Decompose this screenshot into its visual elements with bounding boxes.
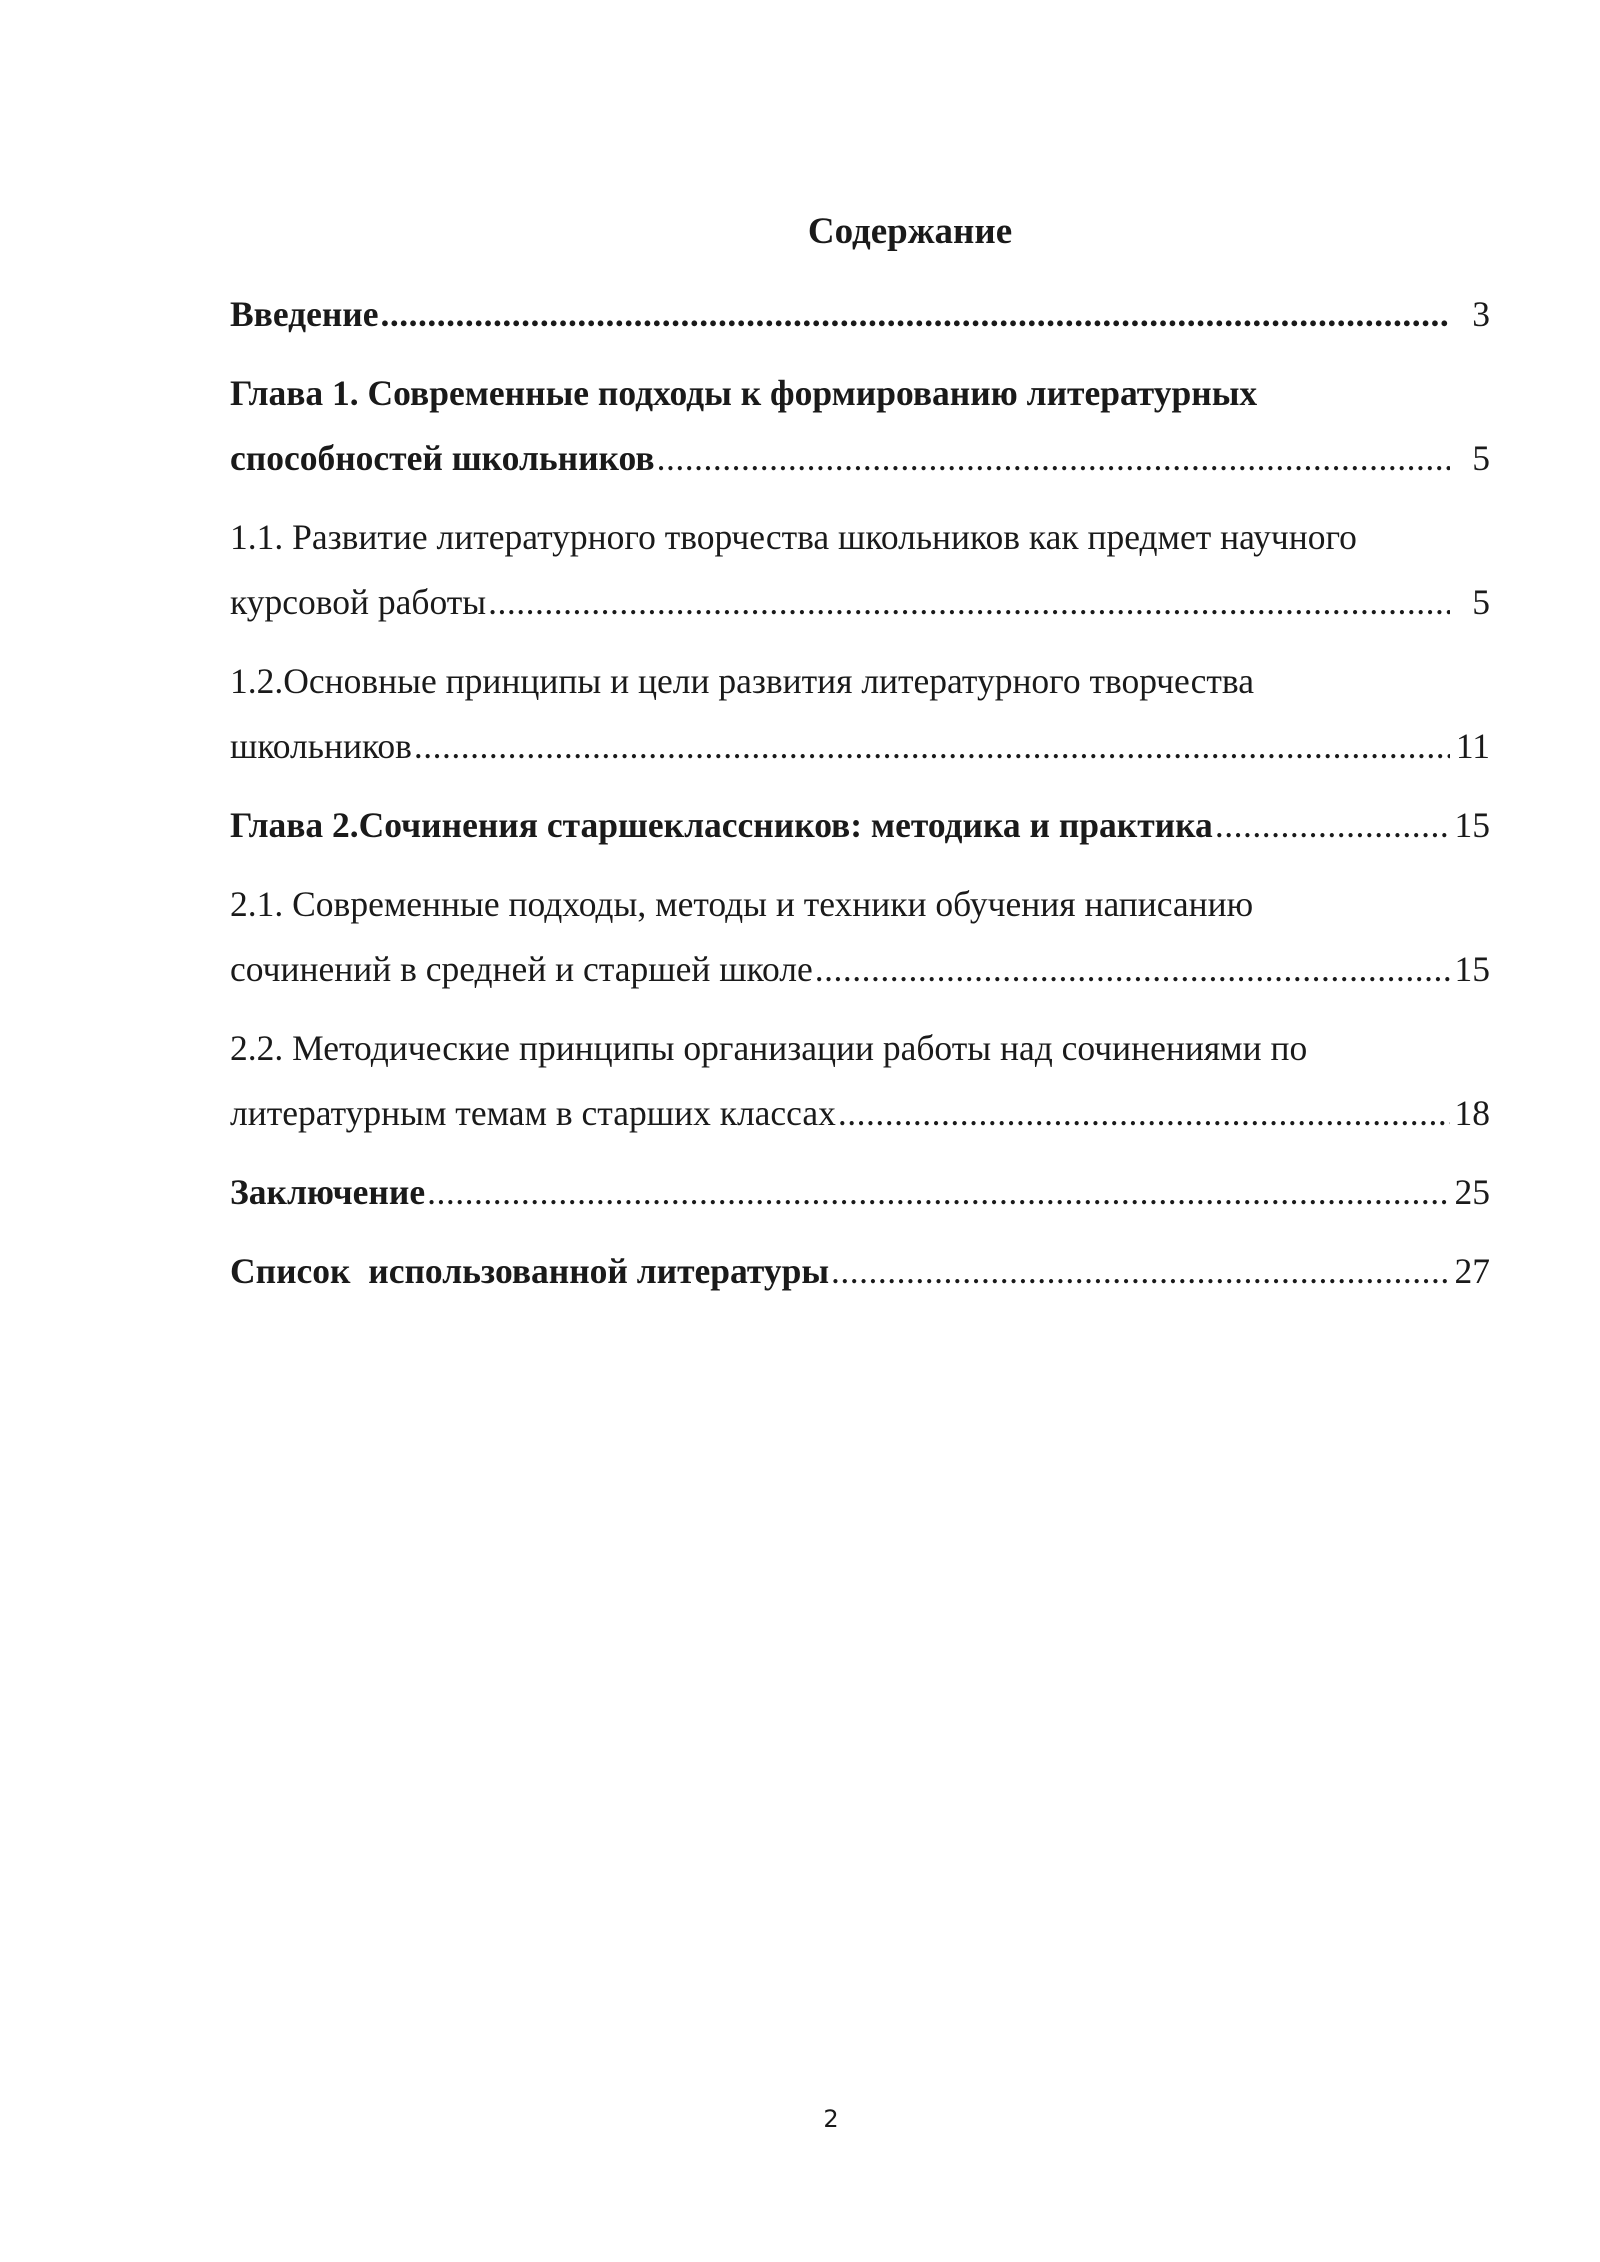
toc-leader-dots [427,1160,1450,1225]
toc-entry-label: Глава 2.Сочинения старшеклассников: методика и практика [230,805,1213,845]
toc-entry-label: Список использованной литературы [230,1251,830,1291]
toc-page-number: 3 [1472,294,1490,334]
toc-page-number: 5 [1472,582,1490,622]
toc-leader-dots [1215,793,1450,858]
toc-page-number: 25 [1454,1172,1490,1212]
toc-entry-label: Заключение [230,1172,426,1212]
toc-entry-label: способностей школьников [230,438,655,478]
toc-title [0,210,1600,254]
toc-entry-line: 2.2. Методические принципы организации работы над сочинениями по [230,1028,1308,1068]
toc-page-number: 15 [1454,805,1490,845]
toc-entry-conclusion[interactable] [230,1160,1490,1225]
toc-entry-line: 1.2.Основные принципы и цели развития литературного творчества [230,661,1254,701]
toc-entry-line: 2.1. Современные подходы, методы и техники обучения написанию [230,884,1254,924]
toc-page-number: 5 [1472,438,1490,478]
toc-leader-dots [414,714,1450,779]
toc-entry-chapter-1[interactable] [230,361,1490,491]
toc-entry-line: Глава 1. Современные подходы к формированию литературных [230,373,1258,413]
toc-leader-dots [381,282,1450,347]
toc-entry-section-2-1[interactable] [230,872,1490,1002]
toc-leader-dots [488,570,1450,635]
toc-entry-introduction[interactable] [230,282,1490,347]
toc-entry-references[interactable] [230,1239,1490,1304]
toc-page-number: 15 [1454,949,1490,989]
toc-entry-section-1-1[interactable] [230,505,1490,635]
toc-entry-label: курсовой работы [230,582,487,622]
toc-entry-chapter-2[interactable] [230,793,1490,858]
toc-entry-section-2-2[interactable] [230,1016,1490,1146]
toc-entry-label: школьников [230,726,412,766]
toc-page-number: 27 [1454,1251,1490,1291]
toc-leader-dots [657,426,1450,491]
toc-entry-line: 1.1. Развитие литературного творчества школьников как предмет научного [230,517,1357,557]
toc-leader-dots [815,937,1450,1002]
toc-entry-label: литературным темам в старших классах [230,1093,836,1133]
toc-leader-dots [838,1081,1450,1146]
toc-entry-label: сочинений в средней и старшей школе [230,949,813,989]
table-of-contents [230,282,1490,1318]
toc-leader-dots [831,1239,1450,1304]
toc-title-text: Содержание [807,211,1013,252]
toc-page-number: 11 [1455,726,1490,766]
toc-entry-section-1-2[interactable] [230,649,1490,779]
page-number: 2 [823,2105,839,2133]
toc-entry-label: Введение [230,294,379,334]
toc-page-number: 18 [1454,1093,1490,1133]
